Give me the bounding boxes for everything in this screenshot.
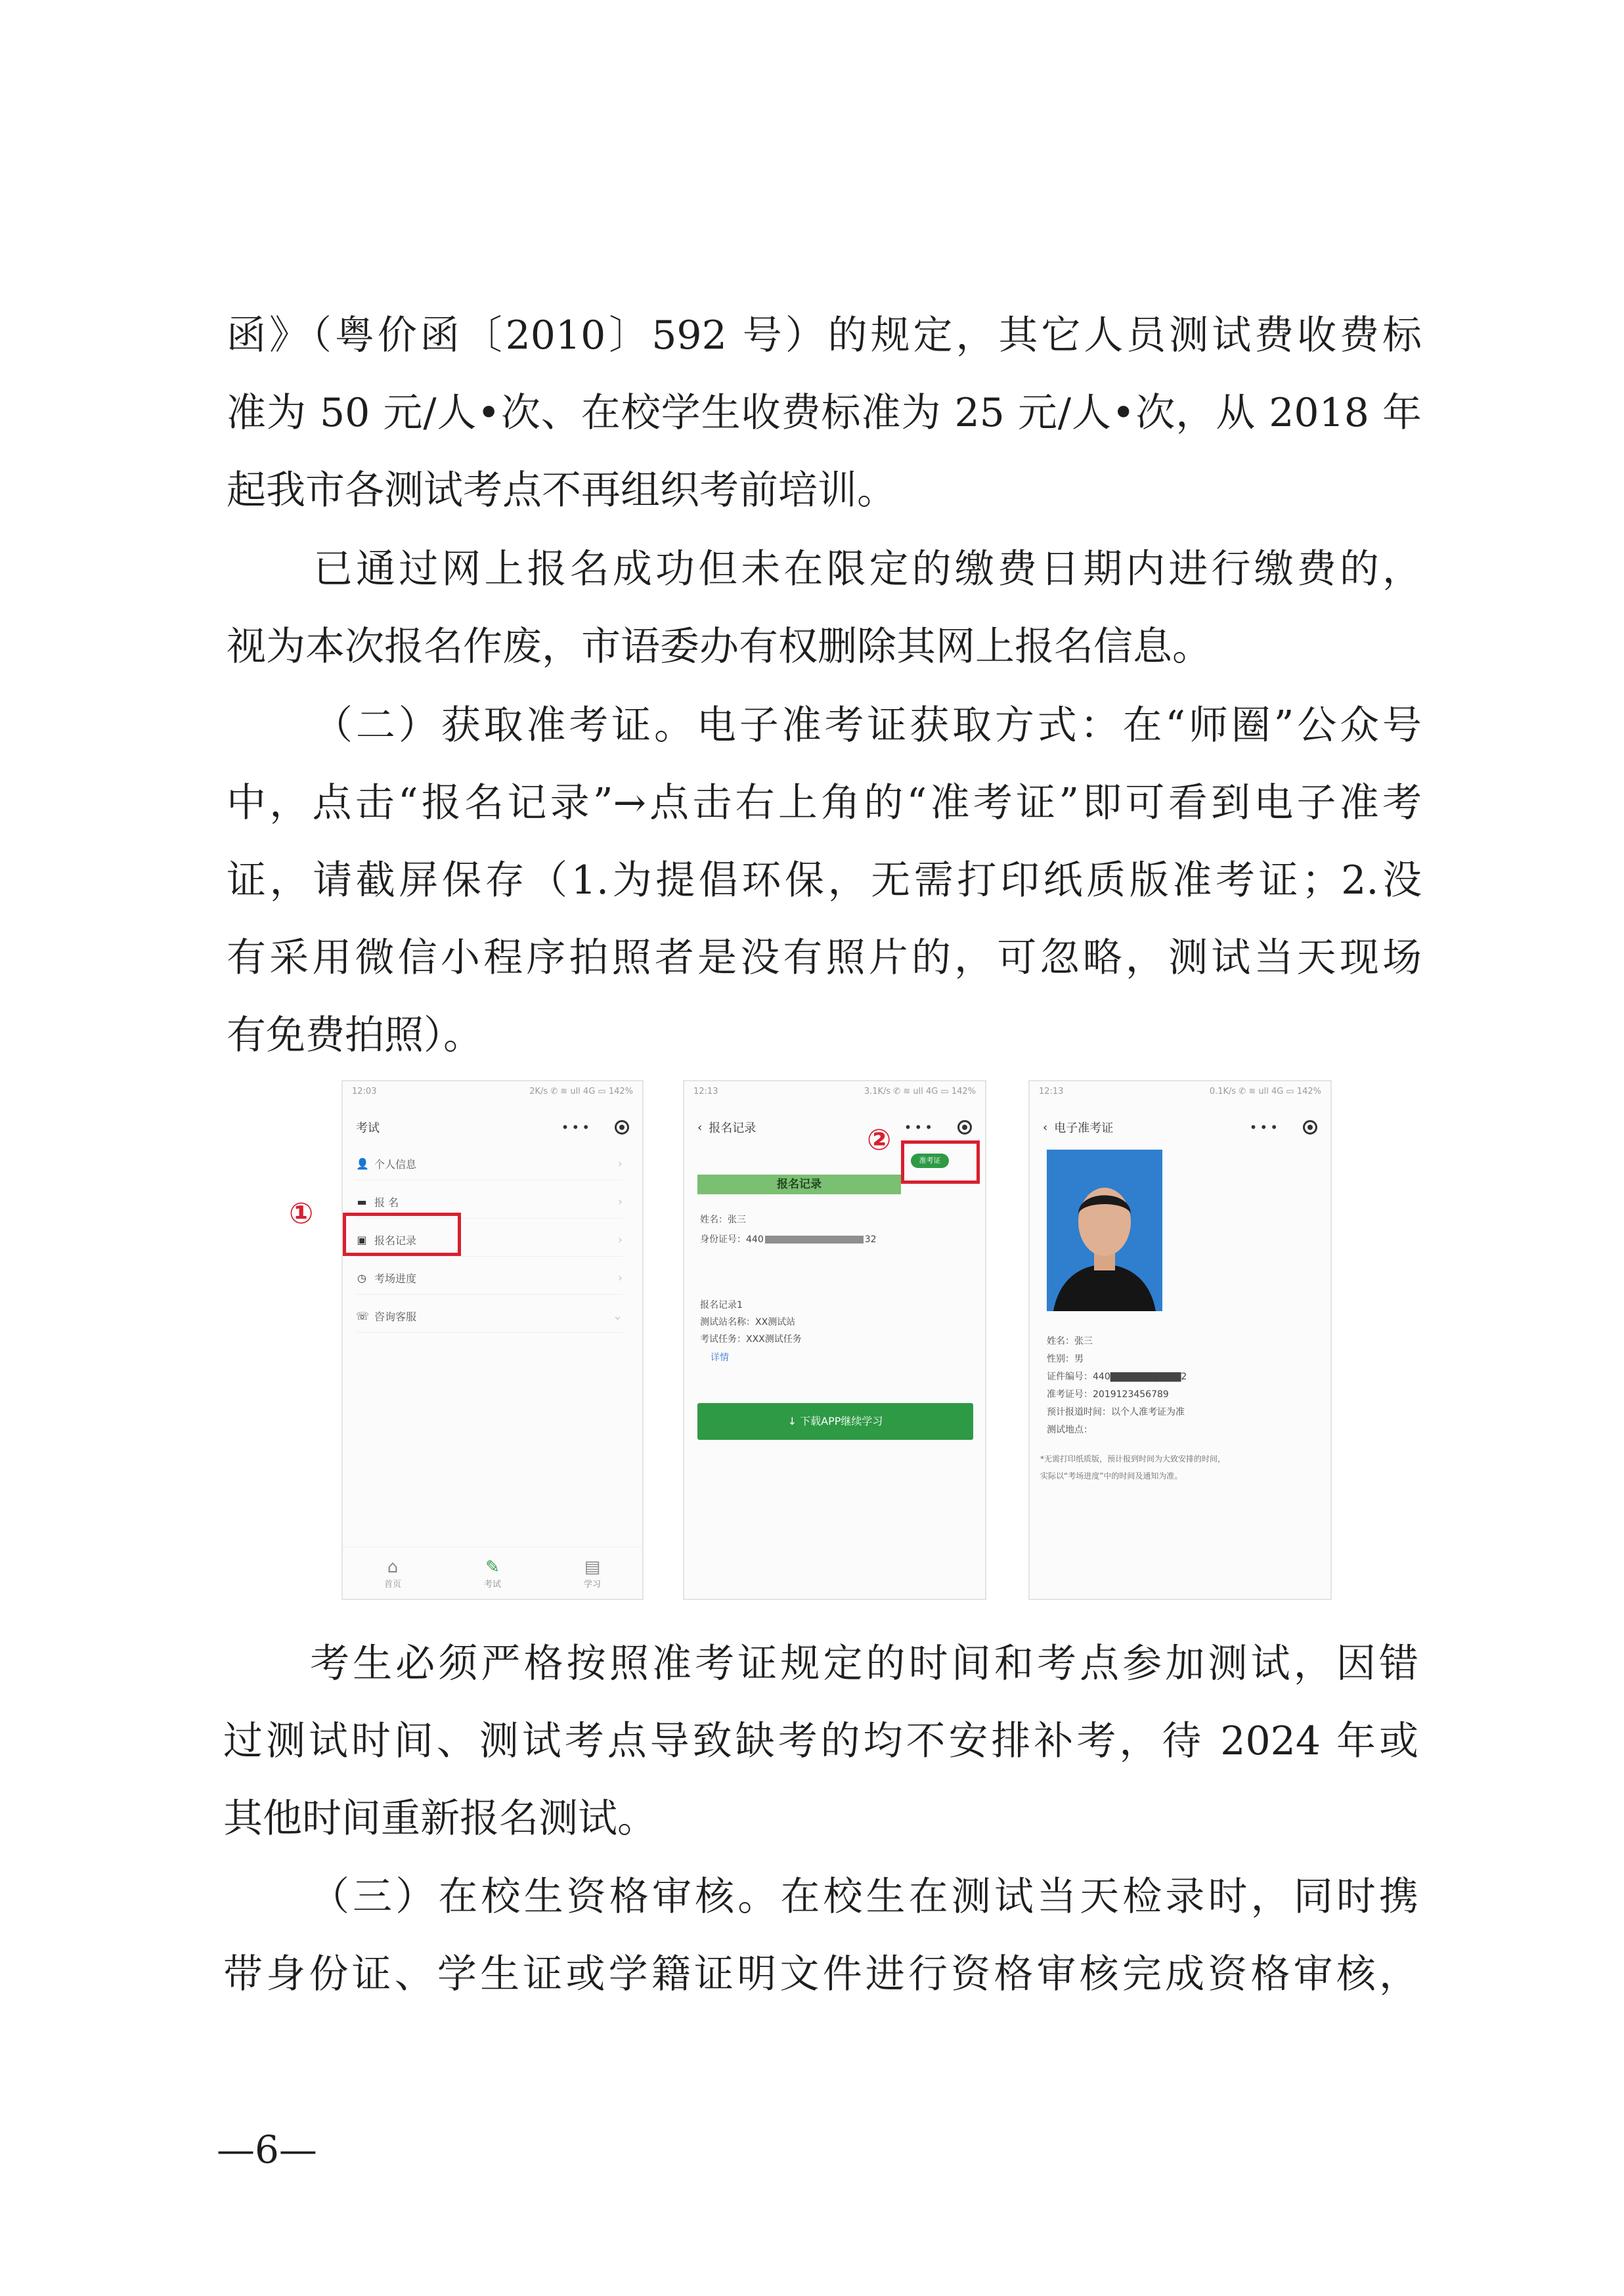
- menu-label: 报 名: [374, 1196, 399, 1209]
- menu-item-personal-info[interactable]: [356, 1147, 623, 1180]
- more-icon[interactable]: •••: [904, 1119, 935, 1135]
- tab-study[interactable]: [584, 1557, 601, 1590]
- nav-title: 电子准考证: [1054, 1121, 1114, 1135]
- highlight-box-record: [343, 1213, 461, 1256]
- task-row: [700, 1332, 802, 1345]
- record-banner: 报名记录: [697, 1175, 901, 1194]
- info-value: 2019123456789: [1093, 1389, 1169, 1400]
- text-line: 有采用微信小程序拍照者是没有照片的，可忽略，测试当天现场: [227, 935, 1422, 981]
- screenshot-strip: [289, 1080, 1340, 1600]
- menu-label: 考场进度: [374, 1272, 417, 1285]
- id-row: [700, 1232, 877, 1245]
- person-icon: 👤: [356, 1157, 369, 1170]
- phone-e-admission-ticket: [1028, 1080, 1332, 1600]
- card-icon: ▬: [357, 1195, 367, 1208]
- highlight-box-ticket: [901, 1140, 980, 1184]
- info-label: 性别：: [1047, 1354, 1074, 1364]
- close-target-icon[interactable]: [1303, 1120, 1317, 1135]
- marker-2: ②: [867, 1123, 892, 1157]
- tab-exam[interactable]: [484, 1557, 501, 1590]
- chevron-right-icon: ›: [617, 1270, 623, 1285]
- info-row: [1047, 1387, 1169, 1400]
- tab-bar: [343, 1547, 642, 1599]
- close-target-icon[interactable]: [615, 1120, 629, 1135]
- task-label: 考试任务：: [700, 1334, 746, 1345]
- more-icon[interactable]: •••: [561, 1119, 592, 1135]
- nav-bar: [1043, 1114, 1317, 1140]
- tab-label: 考试: [483, 1579, 501, 1590]
- info-label: 准考证号：: [1047, 1389, 1093, 1400]
- page-number: —6—: [217, 2127, 317, 2172]
- service-icon: ☏: [356, 1309, 370, 1322]
- text-line: 有免费拍照）。: [227, 1012, 483, 1058]
- text-line: 证，请截屏保存（1.为提倡环保，无需打印纸质版准考证；2.没: [227, 857, 1422, 903]
- back-icon[interactable]: ‹: [697, 1120, 703, 1135]
- info-label: 姓名：: [1047, 1336, 1074, 1347]
- info-label: 预计报道时间：: [1047, 1407, 1111, 1418]
- close-target-icon[interactable]: [957, 1120, 972, 1135]
- text-line: 函》（粤价函〔2010〕592 号）的规定，其它人员测试费收费标: [227, 313, 1422, 358]
- menu-label: 咨询客服: [374, 1310, 417, 1323]
- nav-bar: [697, 1114, 972, 1140]
- menu-label: 报名记录: [374, 1234, 417, 1247]
- nav-title: 报名记录: [709, 1121, 757, 1135]
- admit-ticket-button[interactable]: 准考证: [911, 1154, 949, 1168]
- info-row: [1047, 1405, 1185, 1418]
- status-time: 12:13: [1039, 1087, 1064, 1096]
- text-line: 中，点击“报名记录”→点击右上角的“准考证”即可看到电子准考: [227, 780, 1422, 826]
- paragraph-payment-deadline: [227, 531, 1422, 685]
- details-link[interactable]: 详情: [711, 1353, 729, 1363]
- tab-label: 学习: [583, 1579, 601, 1590]
- site-label: 测试站名称：: [700, 1317, 755, 1328]
- redaction-bar: [765, 1236, 864, 1244]
- text-line: 考生必须严格按照准考证规定的时间和考点参加测试，因错: [310, 1641, 1418, 1687]
- paragraph-admission-ticket: [227, 687, 1422, 1074]
- phone-exam-menu: [341, 1080, 644, 1600]
- portrait-image: [1047, 1150, 1162, 1311]
- status-indicators: 2K/s ✆ ≋ ull 4G ▭ 142%: [529, 1087, 633, 1096]
- status-bar: [693, 1087, 976, 1096]
- info-value: 以个人准考证为准: [1111, 1407, 1185, 1418]
- text-line: 已通过网上报名成功但未在限定的缴费日期内进行缴费的，: [313, 546, 1422, 592]
- status-bar: [1039, 1087, 1321, 1096]
- info-value: 张三: [1074, 1336, 1093, 1347]
- marker-1: ①: [289, 1197, 314, 1230]
- info-value: 男: [1074, 1354, 1084, 1364]
- status-indicators: 0.1K/s ✆ ≋ ull 4G ▭ 142%: [1209, 1087, 1321, 1096]
- menu-item-exam-progress[interactable]: [356, 1261, 623, 1295]
- back-icon[interactable]: ‹: [1043, 1120, 1048, 1135]
- status-indicators: 3.1K/s ✆ ≋ ull 4G ▭ 142%: [864, 1087, 976, 1096]
- chevron-down-icon: ⌄: [612, 1309, 623, 1323]
- info-value: 440▇▇▇▇▇▇▇▇▇▇2: [1093, 1372, 1187, 1382]
- text-line: 视为本次报名作废，市语委办有权删除其网上报名信息。: [227, 624, 1212, 670]
- chevron-right-icon: ›: [617, 1232, 623, 1247]
- more-icon[interactable]: •••: [1249, 1119, 1281, 1135]
- leaf-icon: ✎: [485, 1557, 500, 1577]
- task-value: XXX测试任务: [746, 1334, 802, 1345]
- paragraph-fee-standard: [227, 297, 1422, 529]
- text-line: 过测试时间、测试考点导致缺考的均不安排补考，待 2024 年或: [223, 1718, 1418, 1764]
- info-label: 测试地点：: [1047, 1425, 1093, 1435]
- text-line: 带身份证、学生证或学籍证明文件进行资格审核完成资格审核，: [223, 1951, 1418, 1997]
- text-line: （二）获取准考证。电子准考证获取方式：在“师圈”公众号: [313, 703, 1422, 748]
- clock-icon: ◷: [357, 1271, 366, 1284]
- ticket-note: *无需打印纸质版，预计报到时间为大致安排的时间，: [1040, 1454, 1226, 1463]
- id-suffix: 32: [864, 1234, 877, 1245]
- info-row: [1047, 1352, 1084, 1365]
- text-line: 起我市各测试考点不再组织考前培训。: [227, 467, 896, 513]
- status-bar: [352, 1087, 633, 1096]
- record-icon: ▣: [357, 1233, 367, 1246]
- text-line: （三）在校生资格审核。在校生在测试当天检录时，同时携: [310, 1874, 1418, 1920]
- paragraph-exam-attendance: [223, 1625, 1418, 1857]
- chevron-right-icon: ›: [617, 1194, 623, 1209]
- nav-bar: [356, 1114, 629, 1140]
- info-label: 证件编号：: [1047, 1372, 1093, 1382]
- text-line: 准为 50 元/人•次、在校学生收费标准为 25 元/人•次，从 2018 年: [227, 390, 1422, 436]
- info-row: [1047, 1423, 1093, 1436]
- status-time: 12:13: [693, 1087, 718, 1096]
- name-row: [700, 1213, 746, 1226]
- chevron-right-icon: ›: [617, 1156, 623, 1171]
- text-line: 其他时间重新报名测试。: [223, 1796, 657, 1842]
- name-label: 姓名：: [700, 1215, 728, 1225]
- nav-title: 考试: [356, 1121, 380, 1135]
- menu-item-customer-service[interactable]: [356, 1299, 623, 1333]
- ticket-note: 实际以“考场进度”中的时间及通知为准。: [1040, 1471, 1183, 1481]
- tab-home[interactable]: [384, 1557, 401, 1590]
- info-row: [1047, 1370, 1187, 1383]
- id-photo: [1047, 1150, 1162, 1311]
- status-time: 12:03: [352, 1087, 377, 1096]
- record-title: 报名记录1: [700, 1300, 743, 1310]
- home-icon: ⌂: [387, 1557, 399, 1577]
- site-value: XX测试站: [755, 1317, 796, 1328]
- menu-label: 个人信息: [374, 1158, 417, 1171]
- info-row: [1047, 1334, 1093, 1347]
- id-label: 身份证号：: [700, 1234, 746, 1245]
- tab-label: 首页: [384, 1579, 401, 1590]
- phone-registration-record: [683, 1080, 986, 1600]
- site-row: [700, 1315, 795, 1328]
- book-icon: ▤: [584, 1557, 601, 1577]
- paragraph-student-qualification: [223, 1858, 1418, 2013]
- download-app-button[interactable]: ↓ 下载APP继续学习: [697, 1403, 973, 1440]
- name-value: 张三: [728, 1215, 746, 1225]
- id-prefix: 440: [746, 1234, 764, 1245]
